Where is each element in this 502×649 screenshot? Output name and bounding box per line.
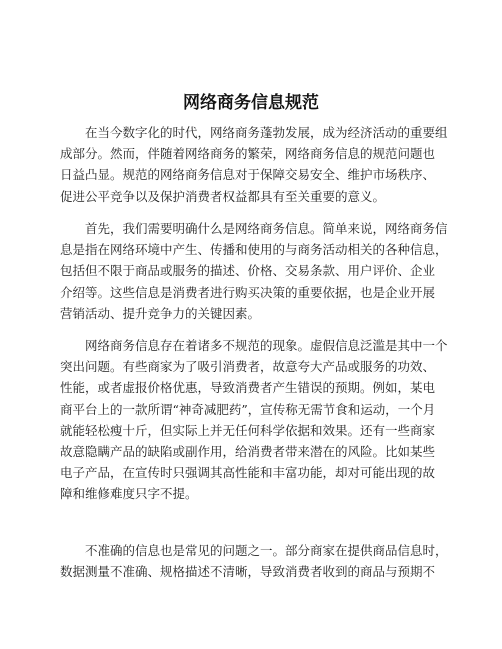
paragraph-line: 故意隐瞒产品的缺陷或副作用，给消费者带来潜在的风险。比如某些 — [60, 444, 436, 460]
paragraph-line: 日益凸显。规范的网络商务信息对于保障交易安全、维护市场秩序、 — [60, 167, 436, 183]
paragraph-line: 营销活动、提升竞争力的关键因素。 — [60, 305, 261, 321]
document-title: 网络商务信息规范 — [183, 93, 319, 113]
paragraph-line: 就能轻松瘦十斤，但实际上并无任何科学依据和效果。还有一些商家 — [60, 422, 436, 438]
paragraph-line: 网络商务信息存在着诸多不规范的现象。虚假信息泛滥是其中一个 — [85, 338, 448, 353]
paragraph-line: 促进公平竞争以及保护消费者权益都具有至关重要的意义。 — [60, 188, 386, 204]
paragraph-problems — [60, 335, 460, 505]
paragraph-line: 在当今数字化的时代，网络商务蓬勃发展，成为经济活动的重要组 — [85, 125, 448, 140]
paragraph-line: 不准确的信息也是常见的问题之一。部分商家在提供商品信息时， — [85, 543, 448, 558]
paragraph-line: 突出问题。有些商家为了吸引消费者，故意夸大产品或服务的功效、 — [60, 359, 436, 375]
paragraph-line: 障和维修难度只字不提。 — [60, 486, 198, 502]
paragraph-definition — [60, 218, 460, 324]
paragraph-line: 商平台上的一款所谓“神奇减肥药”，宣传称无需节食和运动，一个月 — [60, 401, 436, 417]
paragraph-line: 数据测量不准确、规格描述不清晰，导致消费者收到的商品与预期不 — [60, 564, 436, 580]
paragraph-line: 性能，或者虚报价格优惠，导致消费者产生错误的预期。例如，某电 — [60, 380, 436, 396]
paragraph-line: 包括但不限于商品或服务的描述、价格、交易条款、用户评价、企业 — [60, 263, 436, 279]
paragraph-intro — [60, 122, 460, 207]
paragraph-line: 电子产品，在宣传时只强调其高性能和丰富功能，却对可能出现的故 — [60, 465, 436, 481]
paragraph-line: 介绍等。这些信息是消费者进行购买决策的重要依据，也是企业开展 — [60, 284, 436, 300]
paragraph-inaccuracy — [60, 540, 460, 582]
paragraph-line: 息是指在网络环境中产生、传播和使用的与商务活动相关的各种信息， — [60, 242, 448, 258]
paragraph-line: 首先，我们需要明确什么是网络商务信息。简单来说，网络商务信 — [85, 221, 448, 236]
paragraph-line: 成部分。然而，伴随着网络商务的繁荣，网络商务信息的规范问题也 — [60, 146, 436, 162]
